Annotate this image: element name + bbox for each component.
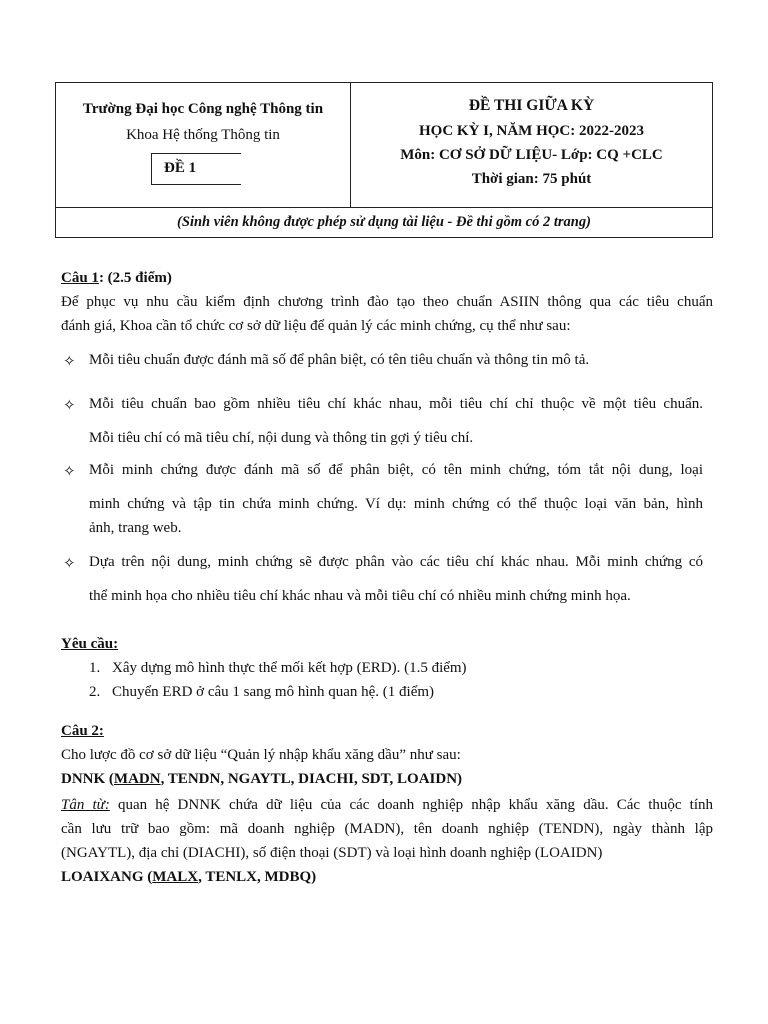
q1-intro-line-1: Để phục vụ nhu cầu kiểm định chương trình đào tạo theo chuẩn ASIIN thông qua các tiêu chuẩn — [61, 294, 713, 310]
tantu-line-3: (NGAYTL), địa chỉ (DIACHI), số điện thoại (SDT) và loại hình doanh nghiệp (LOAIDN) — [61, 845, 603, 861]
exam-title: ĐỀ THI GIỮA KỲ — [468, 97, 595, 114]
loaixang-schema — [61, 869, 316, 886]
q1-bullet-2-line-2: Mỗi tiêu chí có mã tiêu chí, nội dung và thông tin gợi ý tiêu chí. — [89, 430, 474, 446]
header-right-cell — [351, 83, 712, 207]
requirement-2-text: Chuyển ERD ở câu 1 sang mô hình quan hệ. (1 điểm) — [112, 684, 435, 700]
q1-bullet-3-line-1: Mỗi minh chứng được đánh mã số để phân biệt, có tên minh chứng, tóm tắt nội dung, loại — [89, 462, 703, 478]
bullet-icon: ✧ — [63, 556, 76, 572]
q1-label: Câu 1 — [61, 270, 99, 286]
bullet-icon: ✧ — [63, 398, 76, 414]
bullet-icon: ✧ — [63, 354, 76, 370]
tantu-text-1: quan hệ DNNK chứa dữ liệu của các doanh nghiệp nhập khẩu xăng dầu. Các thuộc tính — [109, 797, 713, 813]
school-name: Trường Đại học Công nghệ Thông tin — [82, 101, 324, 117]
exam-notice: (Sinh viên không được phép sử dụng tài liệu - Đề thi gồm có 2 trang) — [177, 214, 591, 230]
requirement-1-text: Xây dựng mô hình thực thể mối kết hợp (ERD). (1.5 điểm) — [112, 660, 467, 676]
header-left-cell — [56, 83, 351, 207]
q1-intro-line-2: đánh giá, Khoa cần tổ chức cơ sở dữ liệu để quản lý các minh chứng, cụ thể như sau: — [61, 318, 571, 334]
exam-duration: Thời gian: 75 phút — [471, 171, 592, 187]
tantu-line-1 — [61, 797, 713, 814]
loaixang-attributes: , TENLX, MDBQ) — [198, 869, 317, 885]
q1-bullet-1-line-1: Mỗi tiêu chuẩn được đánh mã số để phân biệt, có tên tiêu chuẩn và thông tin mô tả. — [89, 352, 590, 368]
dnnk-primary-key: MADN — [113, 771, 161, 787]
exam-header-table — [55, 82, 713, 238]
dnnk-schema — [61, 771, 462, 788]
q1-bullet-4-line-1: Dựa trên nội dung, minh chứng sẽ được phân vào các tiêu chí khác nhau. Mỗi minh chứng có — [89, 554, 703, 570]
exam-code-box — [151, 153, 241, 185]
loaixang-primary-key: MALX — [152, 869, 199, 885]
q2-intro: Cho lược đồ cơ sở dữ liệu “Quản lý nhập khẩu xăng dầu” như sau: — [61, 747, 461, 763]
q1-points: : (2.5 điểm) — [98, 270, 172, 286]
q1-bullet-2-line-1: Mỗi tiêu chuẩn bao gồm nhiều tiêu chí khác nhau, mỗi tiêu chí chỉ thuộc về một tiêu chuẩn. — [89, 396, 703, 412]
exam-term: HỌC KỲ I, NĂM HỌC: 2022-2023 — [419, 123, 644, 139]
q2-heading: Câu 2: — [61, 723, 104, 739]
faculty-name: Khoa Hệ thống Thông tin — [126, 127, 280, 143]
bullet-icon: ✧ — [63, 464, 76, 480]
requirements-heading: Yêu cầu: — [61, 636, 119, 652]
dnnk-attributes: , TENDN, NGAYTL, DIACHI, SDT, LOAIDN) — [160, 771, 463, 787]
requirement-1-number: 1. — [89, 660, 101, 676]
dnnk-relation-name: DNNK ( — [61, 771, 114, 787]
q1-heading — [61, 270, 172, 287]
q1-bullet-3-line-2: minh chứng và tập tin chứa minh chứng. Ví dụ: minh chứng có thể thuộc loại văn bản, hình — [89, 496, 703, 512]
header-notice-cell — [56, 207, 712, 237]
loaixang-relation-name: LOAIXANG ( — [61, 869, 153, 885]
tantu-label: Tân từ: — [61, 797, 110, 813]
q1-bullet-3-line-3: ảnh, trang web. — [89, 520, 182, 536]
requirement-2-number: 2. — [89, 684, 101, 700]
q1-bullet-4-line-2: thể minh họa cho nhiều tiêu chí khác nhau và mỗi tiêu chí có nhiều minh chứng minh họa. — [89, 588, 631, 604]
tantu-line-2: cần lưu trữ bao gồm: mã doanh nghiệp (MADN), tên doanh nghiệp (TENDN), ngày thành lập — [61, 821, 713, 837]
exam-subject: Môn: CƠ SỞ DỮ LIỆU- Lớp: CQ +CLC — [400, 147, 663, 163]
exam-code: ĐỀ 1 — [164, 160, 197, 176]
